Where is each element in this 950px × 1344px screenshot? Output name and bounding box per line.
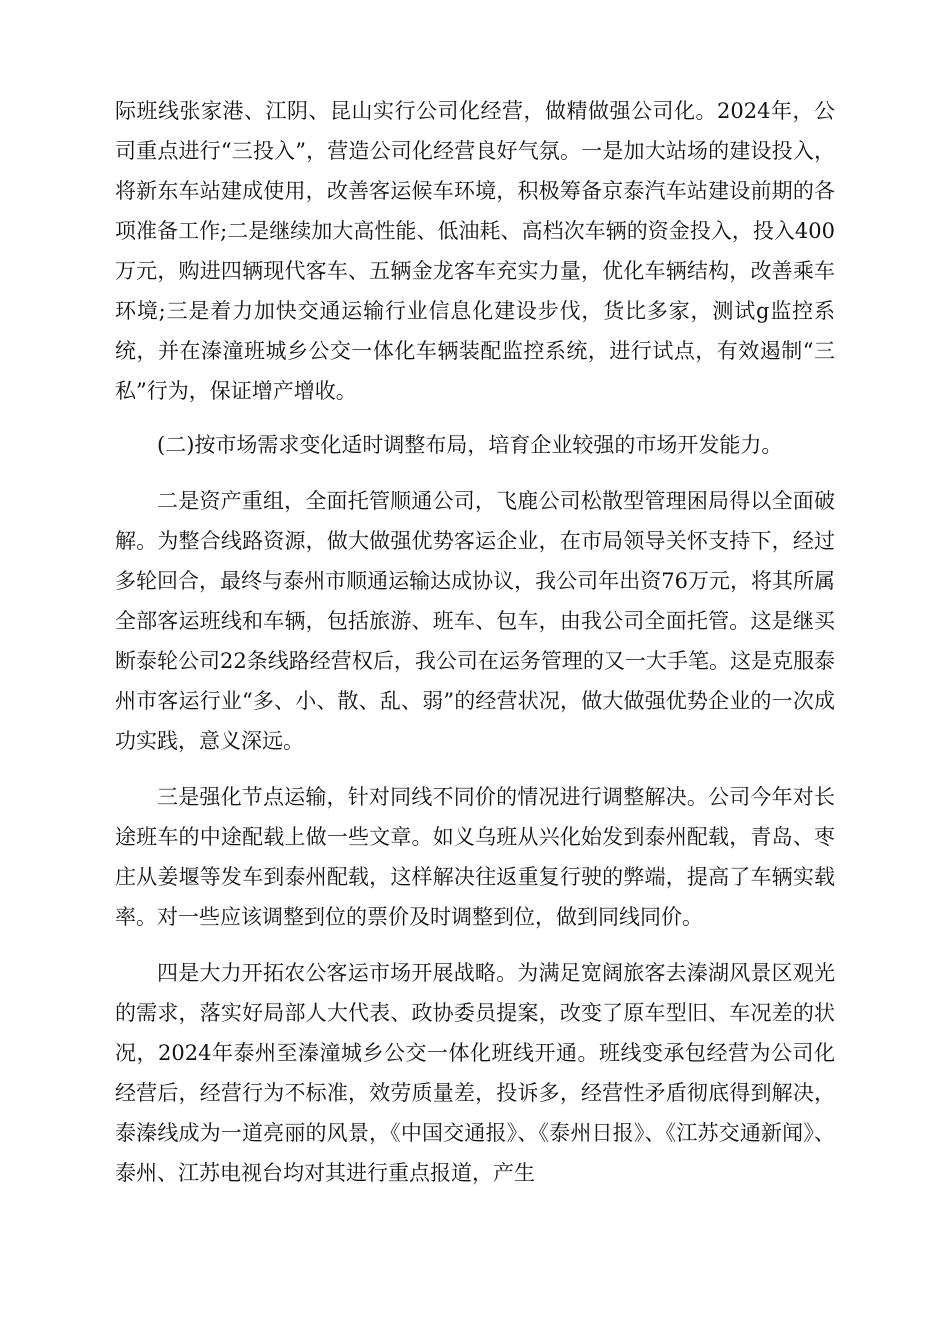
paragraph-rural-market: 四是大力开拓农公客运市场开展战略。为满足宽阔旅客去溱湖风景区观光的需求，落实好局部人大代表、政协委员提案，改变了原车型旧、车况差的状况，2024年泰州至溱潼城乡公交一体化班线开通。班线变承包经营为公司化经营后，经营行为不标准，效劳质量差，投诉多，经营性矛盾彻底得到解决，泰溱线成为一道亮丽的风景，《中国交通报》、《泰州日报》、《江苏交通新闻》、泰州、江苏电视台均对其进行重点报道，产生 [115,961,835,1185]
document-page [115,91,835,1193]
paragraph-node-transport: 三是强化节点运输，针对同线不同价的情况进行调整解决。公司今年对长途班车的中途配载上做一些文章。如义乌班从兴化始发到泰州配载，青岛、枣庄从姜堰等发车到泰州配载，这样解决往返重复行驶的弊端，提高了车辆实载率。对一些应该调整到位的票价及时调整到位，做到同线同价。 [115,785,835,929]
paragraph-asset-restructuring: 二是资产重组，全面托管顺通公司，飞鹿公司松散型管理困局得以全面破解。为整合线路资源，做大做强优势客运企业，在市局领导关怀支持下，经过多轮回合，最终与泰州市顺通运输达成协议，我公司年出资76万元，将其所属全部客运班线和车辆，包括旅游、班车、包车，由我公司全面托管。这是继买断泰轮公司22条线路经营权后，我公司在运务管理的又一大手笔。这是克服泰州市客运行业“多、小、散、乱、弱”的经营状况，做大做强优势企业的一次成功实践，意义深远。 [115,489,835,753]
paragraph-continuation: 际班线张家港、江阴、昆山实行公司化经营，做精做强公司化。2024年，公司重点进行“三投入”，营造公司化经营良好气氛。一是加大站场的建设投入，将新东车站建成使用，改善客运候车环境，积极筹备京泰汽车站建设前期的各项准备工作;二是继续加大高性能、低油耗、高档次车辆的资金投入，投入400万元，购进四辆现代客车、五辆金龙客车充实力量，优化车辆结构，改善乘车环境;三是着力加快交通运输行业信息化建设步伐，货比多家，测试g监控系统，并在溱潼班城乡公交一体化车辆装配监控系统，进行试点，有效遏制“三私”行为，保证增产增收。 [115,99,835,403]
section-heading: (二)按市场需求变化适时调整布局，培育企业较强的市场开发能力。 [157,433,783,457]
